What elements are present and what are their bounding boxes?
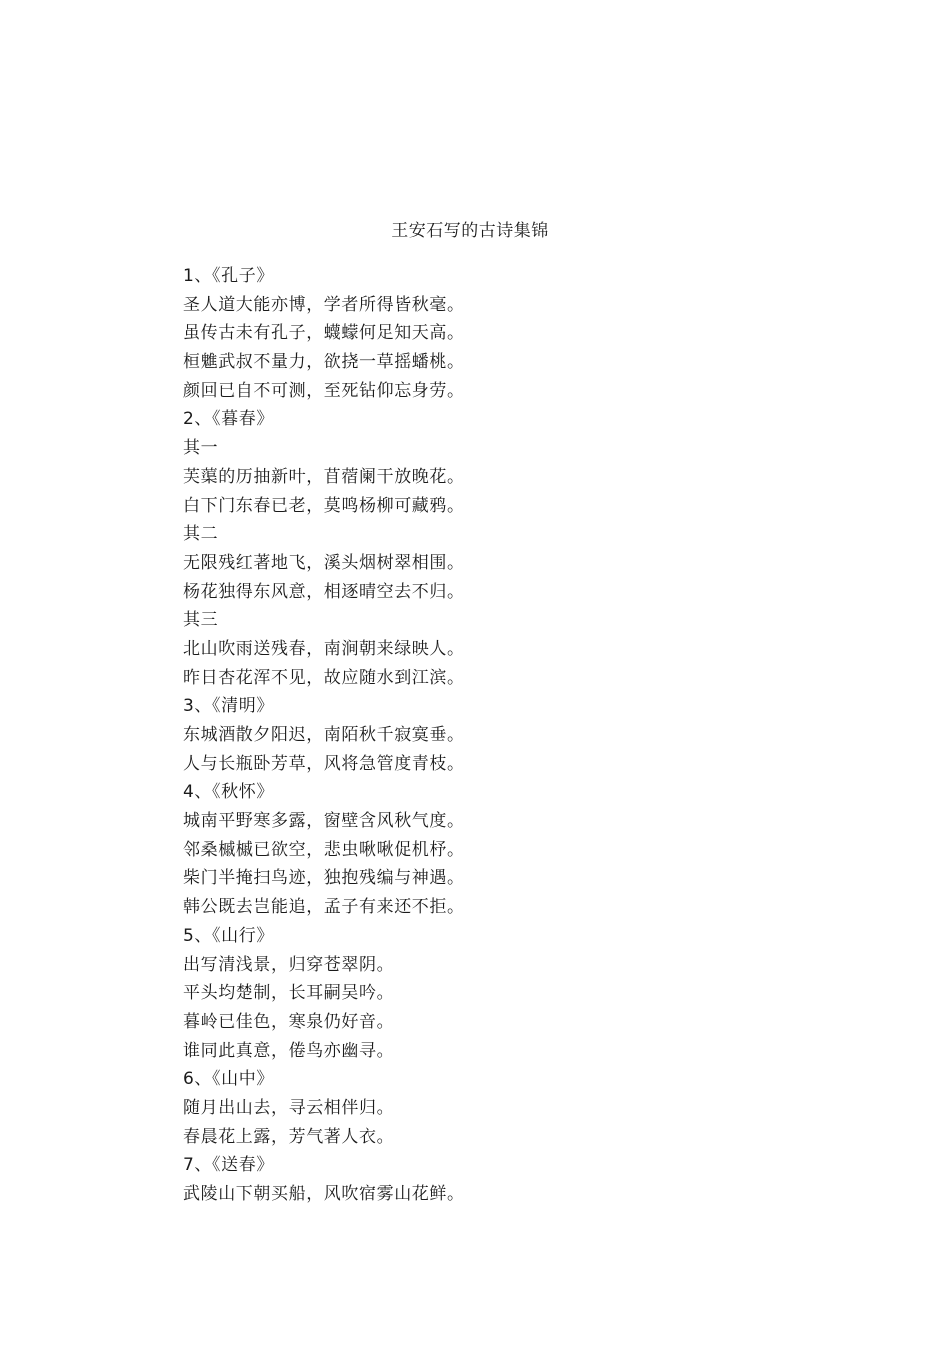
poem-subheading: 其二 xyxy=(183,524,219,545)
poem-line: 昨日杏花浑不见，故应随水到江滨。 xyxy=(183,667,465,688)
poem-line: 杨花独得东风意，相逐晴空去不归。 xyxy=(183,581,465,602)
poem-heading-2: 2、《暮春》 xyxy=(183,409,274,430)
poem-line: 谁同此真意，倦鸟亦幽寻。 xyxy=(183,1040,395,1061)
poem-line: 虽传古未有孔子，蠛蠓何足知天高。 xyxy=(183,323,465,344)
poem-heading-6: 6、《山中》 xyxy=(183,1069,274,1090)
poem-heading-4: 4、《秋怀》 xyxy=(183,782,274,803)
poem-line: 城南平野寒多露，窗壁含风秋气度。 xyxy=(183,811,465,832)
document-title: 王安石写的古诗集锦 xyxy=(391,221,549,241)
poem-line: 圣人道大能亦博，学者所得皆秋毫。 xyxy=(183,294,465,315)
poem-line: 韩公既去岂能追，孟子有来还不拒。 xyxy=(183,897,465,918)
poem-line: 芙蕖的历抽新叶，苜蓿阑干放晚花。 xyxy=(183,466,465,487)
poem-line: 平头均楚制，长耳嗣吴吟。 xyxy=(183,983,395,1004)
poem-heading-1: 1、《孔子》 xyxy=(183,266,274,286)
poem-heading-3: 3、《清明》 xyxy=(183,696,274,717)
poem-line: 北山吹雨送残春，南涧朝来绿映人。 xyxy=(183,638,465,659)
poem-line: 武陵山下朝买船，风吹宿雾山花鲜。 xyxy=(183,1184,465,1204)
poem-line: 柴门半掩扫鸟迹，独抱残编与神遇。 xyxy=(183,868,465,889)
poem-line: 随月出山去，寻云相伴归。 xyxy=(183,1097,395,1118)
poem-line: 人与长瓶卧芳草，风将急管度青枝。 xyxy=(183,753,465,774)
poem-line: 邻桑槭槭已欲空，悲虫啾啾促机杼。 xyxy=(183,839,465,860)
poem-line: 白下门东春已老，莫鸣杨柳可藏鸦。 xyxy=(183,495,465,516)
poem-line: 无限残红著地飞，溪头烟树翠相围。 xyxy=(183,552,465,573)
poem-line: 暮岭已佳色，寒泉仍好音。 xyxy=(183,1011,395,1032)
poem-line: 出写清浅景，归穿苍翠阴。 xyxy=(183,954,395,975)
poem-subheading: 其一 xyxy=(183,438,219,459)
poem-line: 春晨花上露，芳气著人衣。 xyxy=(183,1126,395,1147)
poem-subheading: 其三 xyxy=(183,610,219,631)
poem-collection xyxy=(183,262,783,1209)
poem-line: 桓魋武叔不量力，欲挠一草摇蟠桃。 xyxy=(183,352,465,373)
poem-heading-7: 7、《送春》 xyxy=(183,1155,274,1176)
poem-line: 东城酒散夕阳迟，南陌秋千寂寞垂。 xyxy=(183,725,465,745)
poem-heading-5: 5、《山行》 xyxy=(183,925,274,946)
poem-line: 颜回已自不可测，至死钻仰忘身劳。 xyxy=(183,380,465,401)
